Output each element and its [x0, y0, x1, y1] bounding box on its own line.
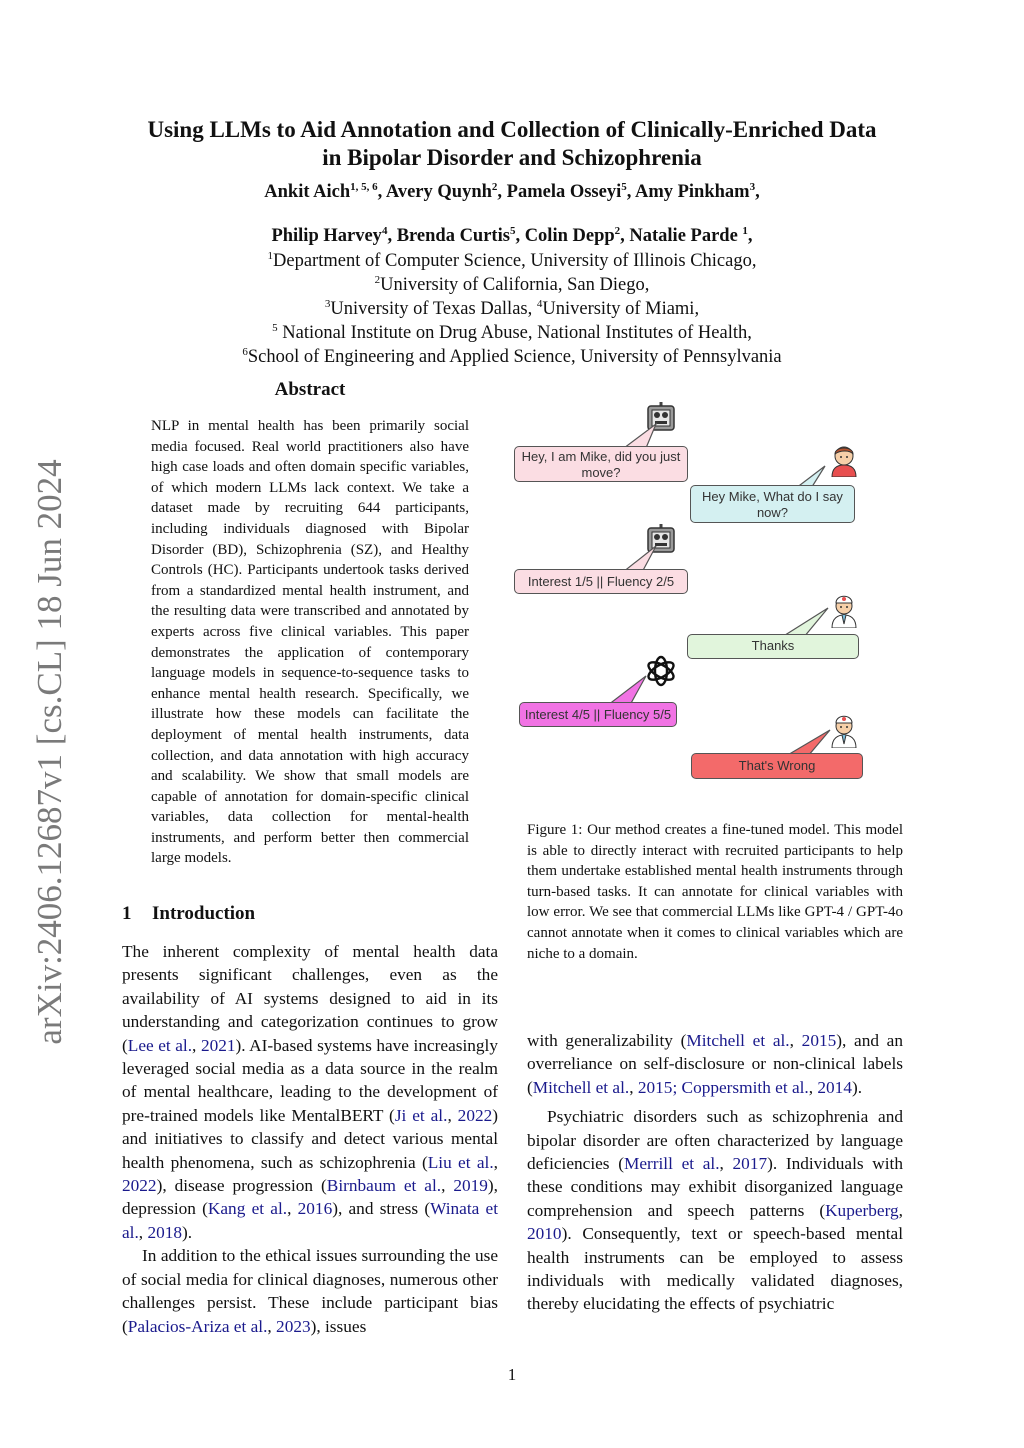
citation-link[interactable]: Palacios-Ariza et al. [127, 1316, 268, 1336]
citation-link[interactable]: Ji et al. [394, 1105, 448, 1125]
author-name: Ankit Aich [264, 182, 351, 202]
citation-link[interactable]: 2023 [276, 1316, 311, 1336]
citation-link[interactable]: 2019 [453, 1176, 488, 1196]
bot-bubble-score: Interest 1/5 || Fluency 2/5 [514, 569, 688, 594]
citation-link[interactable]: 2010 [527, 1224, 562, 1244]
author-sup: 5 [621, 180, 627, 193]
author-sup: 5 [509, 224, 516, 237]
left-column-body [122, 940, 498, 1338]
affil-sup: 2 [374, 273, 381, 286]
affil-text: University of Miami, [542, 299, 700, 319]
citation-link[interactable]: 2021 [200, 1035, 236, 1055]
gpt-bubble-score: Interest 4/5 || Fluency 5/5 [519, 702, 677, 727]
author-name: Philip Harvey [271, 226, 382, 246]
intro-paragraph-2: In addition to the ethical issues surrounding the use of social media for clinical diagnoses, numerous other challenges persist. These include participant bias (Palacios-Ariza et al., 2023), issues [122, 1246, 498, 1336]
affiliation-2 [100, 275, 924, 296]
author-name: Pamela Osseyi [506, 182, 622, 202]
citation-link[interactable]: 2015 [801, 1031, 837, 1050]
affiliation-4 [100, 323, 924, 344]
author-name: Natalie Parde [629, 226, 743, 246]
abstract-text: NLP in mental health has been primarily social media focused. Real world practitioners also have high case loads and often domain specific variables, of which modern LLMs lack context. We take a dataset made by recruiting 644 participants, including individuals diagnosed with Bipolar Disorder (BD), Schizophrenia (SZ), and Healthy Controls (HC). Participants undertook tasks derived from a standardized mental health instrument, and the resulting data were transcribed and annotated by experts across five clinical variables. This paper demonstrates the application of contemporary language models in sequence-to-sequence tasks to enhance mental health research. Specifically, we illustrate how these models can facilitate the deployment of mental health instruments, data collection, and data annotation with high accuracy and scalability. We show that small models are capable of annotation for domain-specific clinical variables, data collection for mental-health instruments, and perform better then commercial large models. [151, 418, 469, 867]
affil-text: School of Engineering and Applied Science, University of Pennsylvania [247, 347, 782, 367]
author-name: Amy Pinkham [634, 182, 750, 202]
citation-link[interactable]: 2017 [732, 1154, 768, 1174]
affil-text: National Institute on Drug Abuse, National Institutes of Health, [277, 323, 752, 343]
author-line-2: Philip Harvey$^4$, Brenda Curtis$^5$, Colin Depp$^2$, Natalie Parde $^1$, [271, 224, 753, 246]
intro-paragraph-3: with generalizability (Mitchell et al., 2015), and an overreliance on self-disclosure or non-clinical labels (Mitchell et al., 2015; Coppersmith et al., 2014). [527, 1031, 903, 1097]
citation-link[interactable]: Lee et al. [127, 1035, 193, 1055]
title-line-1: Using LLMs to Aid Annotation and Collection of Clinically-Enriched Data [147, 117, 877, 142]
citation-link[interactable]: Kuperberg [825, 1200, 899, 1220]
author-sup: 2 [614, 224, 621, 237]
section-heading [122, 903, 255, 925]
author-sup: 4 [381, 224, 388, 237]
author-line-1: Ankit Aich$^{1, 5, 6}$, Avery Quynh$^2$, Pamela Osseyi$^5$, Amy Pinkham$^3$, [264, 180, 760, 202]
author-sup: 3 [749, 180, 756, 193]
page-number: 1 [507, 1365, 517, 1384]
doctor-bubble-thanks: Thanks [687, 634, 859, 659]
citation-link[interactable]: 2015; Coppersmith et al. [637, 1077, 809, 1097]
affiliation-5 [100, 347, 924, 368]
patient-bubble-reply: Hey Mike, What do I say now? [690, 485, 855, 523]
affil-sup: 3 [324, 297, 331, 310]
arxiv-identifier: arXiv:2406.12687v1 [cs.CL] 18 Jun 2024 [30, 459, 69, 1045]
affil-sup: 4 [536, 297, 543, 310]
affiliation-3 [100, 299, 924, 320]
title-line-2: in Bipolar Disorder and Schizophrenia [322, 145, 702, 170]
citation-link[interactable]: Merrill et al. [623, 1154, 720, 1174]
affil-sup: 1 [267, 249, 274, 262]
citation-link[interactable]: 2014 [817, 1077, 852, 1097]
abstract-heading: Abstract [274, 379, 346, 400]
citation-link[interactable]: 2022 [457, 1105, 493, 1125]
citation-link[interactable]: Mitchell et al. [532, 1077, 630, 1097]
affil-sup: 5 [272, 321, 278, 334]
author-name: Avery Quynh [385, 182, 492, 202]
intro-paragraph-1: The inherent complexity of mental health data presents significant challenges, even as the availability of AI systems designed to aid in its understanding and categorization continues to grow (Lee et al., 2021). AI-based systems have increasingly leveraged social media as a data source in the realm of mental healthcare, leading to the development of pre-trained models like MentalBERT (Ji et al., 2022) and initiatives to classify and detect various mental health phenomena, such as schizophrenia (Liu et al., 2022), disease progression (Birnbaum et al., 2019), depression (Kang et al., 2016), and stress (Winata et al., 2018). [122, 942, 498, 1242]
author-name: Colin Depp [524, 226, 615, 246]
citation-link[interactable]: 2018 [147, 1222, 182, 1242]
affil-text: Department of Computer Science, University of Illinois Chicago, [273, 251, 757, 271]
affiliation-1 [100, 251, 924, 272]
section-title: Introduction [152, 903, 256, 924]
section-number: 1 [122, 903, 132, 924]
affil-text: University of California, San Diego, [380, 275, 650, 295]
intro-paragraph-4: Psychiatric disorders such as schizophrenia and bipolar disorder are often characterized by language deficiencies (Merrill et al., 2017). Individuals with these conditions may exhibit disorganized language comprehension and speech patterns (Kuperberg, 2010). Consequently, text or speech-based mental health instruments can be employed to assess individuals with medically validated diagnoses, thereby elucidating the effects of psychiatric [527, 1107, 904, 1314]
citation-link[interactable]: Birnbaum et al. [326, 1176, 442, 1196]
citation-link[interactable]: Kang et al. [207, 1199, 288, 1219]
citation-link[interactable]: Liu et al. [427, 1152, 494, 1172]
citation-link[interactable]: Mitchell et al. [686, 1031, 790, 1050]
affil-text: University of Texas Dallas, [330, 299, 537, 319]
author-name: Brenda Curtis [396, 226, 510, 246]
bot-bubble-greeting: Hey, I am Mike, did you just move? [514, 446, 688, 482]
affil-sup: 6 [242, 345, 248, 358]
citation-link[interactable]: 2016 [297, 1199, 333, 1219]
paper-title [100, 116, 924, 172]
author-sup: 2 [491, 180, 498, 193]
author-sup: 1 [742, 224, 748, 237]
citation-link[interactable]: 2022 [122, 1176, 157, 1196]
right-column-body [527, 1029, 903, 1316]
figure-caption: Figure 1: Our method creates a fine-tuned model. This model is able to directly interact with recruited participants to help them undertake established mental health instruments through turn-based tasks. It can annotate for clinical variables with low error. We see that commercial LLMs like GPT-4 / GPT-4o cannot annotate when it comes to clinical variables which are niche to a domain. [527, 822, 903, 962]
author-sup: 1, 5, 6 [350, 180, 378, 193]
doctor-bubble-wrong: That's Wrong [691, 753, 863, 779]
citation-link[interactable]: Winata et al. [122, 1199, 498, 1242]
